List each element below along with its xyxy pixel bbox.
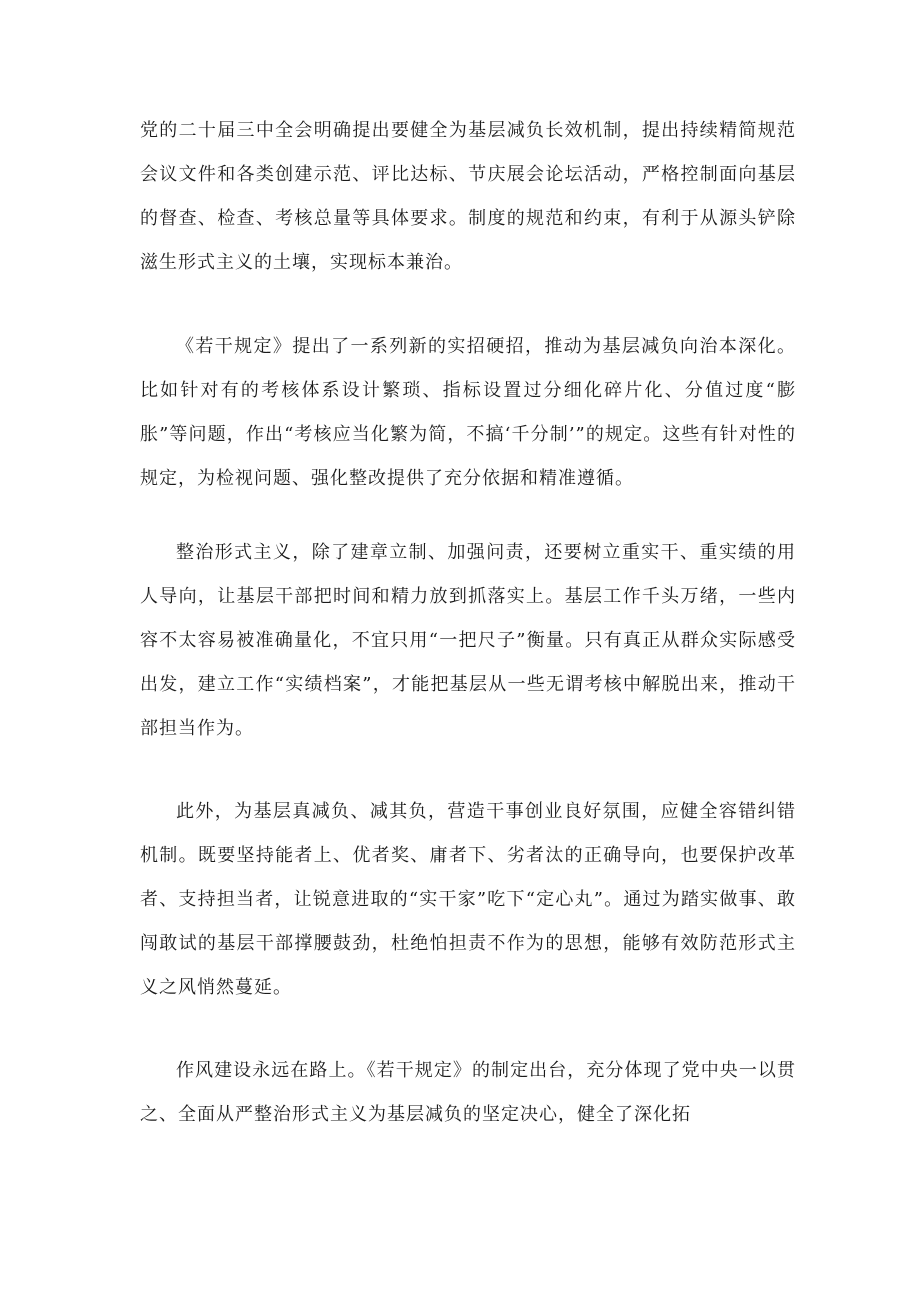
- paragraph-text: 此外，为基层真减负、减其负，营造干事创业良好氛围，应健全容错纠错机制。既要坚持能者上、优者奖、庸者下、劣者汰的正确导向，也要保护改革者、支持担当者，让锐意进取的“实干家”吃下“定心丸”。通过为踏实做事、敢闯敢试的基层干部撑腰鼓劲，杜绝怕担责不作为的思想，能够有效防范形式主义之风悄然蔓延。: [140, 801, 796, 998]
- paragraph-text: 作风建设永远在路上。《若干规定》的制定出台，充分体现了党中央一以贯之、全面从严整治形式主义为基层减负的坚定决心，健全了深化拓: [140, 1060, 796, 1125]
- paragraph-text: 《若干规定》提出了一系列新的实招硬招，推动为基层减负向治本深化。比如针对有的考核体系设计繁琐、指标设置过分细化碎片化、分值过度“膨胀”等问题，作出“考核应当化繁为简，不搞‘千分制’”的规定。这些有针对性的规定，为检视问题、强化整改提供了充分依据和精准遵循。: [140, 336, 796, 489]
- paragraph-text: 党的二十届三中全会明确提出要健全为基层减负长效机制，提出持续精简规范会议文件和各类创建示范、评比达标、节庆展会论坛活动，严格控制面向基层的督查、检查、考核总量等具体要求。制度的规范和约束，有利于从源头铲除滋生形式主义的土壤，实现标本兼治。: [140, 120, 796, 273]
- paragraph-1: [140, 109, 796, 285]
- paragraph-4: [140, 790, 796, 1010]
- paragraph-text: 整治形式主义，除了建章立制、加强问责，还要树立重实干、重实绩的用人导向，让基层干部把时间和精力放到抓落实上。基层工作千头万绪，一些内容不太容易被准确量化，不宜只用“一把尺子”衡量。只有真正从群众实际感受出发，建立工作“实绩档案”，才能把基层从一些无谓考核中解脱出来，推动干部担当作为。: [140, 542, 796, 739]
- paragraph-2: [140, 325, 796, 501]
- paragraph-3: [140, 531, 796, 751]
- paragraph-5: [140, 1049, 796, 1137]
